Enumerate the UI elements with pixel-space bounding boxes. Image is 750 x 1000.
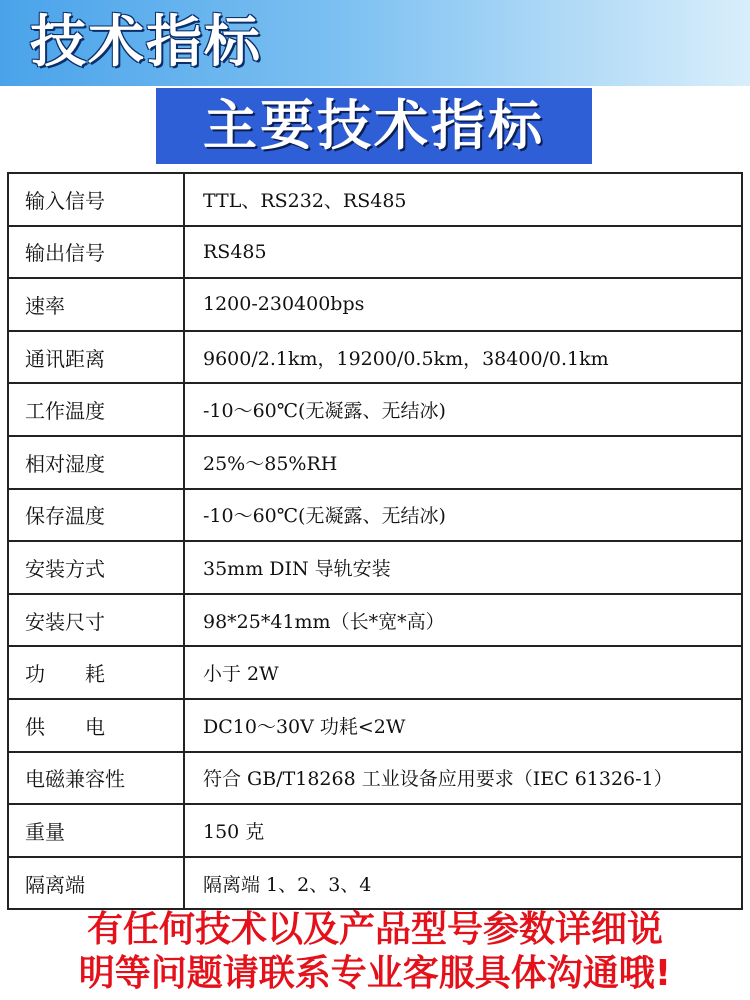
spec-label: 通讯距离 <box>8 331 184 384</box>
spec-label: 输出信号 <box>8 226 184 279</box>
table-row <box>8 541 742 594</box>
spec-value: 98*25*41mm（长*宽*高） <box>184 594 742 647</box>
table-row <box>8 489 742 542</box>
spec-label: 供 电 <box>8 699 184 752</box>
spec-value: 符合 GB/T18268 工业设备应用要求（IEC 61326-1） <box>184 752 742 805</box>
table-row <box>8 594 742 647</box>
table-row <box>8 278 742 331</box>
table-row <box>8 383 742 436</box>
spec-label: 电磁兼容性 <box>8 752 184 805</box>
section-title: 主要技术指标 <box>156 88 592 164</box>
spec-value: RS485 <box>184 226 742 279</box>
table-row <box>8 699 742 752</box>
contact-notice <box>0 908 750 996</box>
spec-label: 保存温度 <box>8 489 184 542</box>
table-row <box>8 331 742 384</box>
spec-label: 相对湿度 <box>8 436 184 489</box>
spec-value: -10～60℃(无凝露、无结冰) <box>184 383 742 436</box>
spec-label: 速率 <box>8 278 184 331</box>
spec-value: 9600/2.1km，19200/0.5km，38400/0.1km <box>184 331 742 384</box>
contact-notice-line-1: 有任何技术以及产品型号参数详细说 <box>86 909 663 950</box>
spec-value: 150 克 <box>184 804 742 857</box>
table-row <box>8 436 742 489</box>
spec-label: 重量 <box>8 804 184 857</box>
spec-value: -10～60℃(无凝露、无结冰) <box>184 489 742 542</box>
page-title: 技术指标 <box>30 10 262 75</box>
table-row <box>8 226 742 279</box>
spec-label: 隔离端 <box>8 857 184 910</box>
spec-value: TTL、RS232、RS485 <box>184 173 742 226</box>
spec-value: 1200-230400bps <box>184 278 742 331</box>
table-row <box>8 804 742 857</box>
spec-value: DC10～30V 功耗<2W <box>184 699 742 752</box>
spec-label: 安装尺寸 <box>8 594 184 647</box>
spec-value: 35mm DIN 导轨安装 <box>184 541 742 594</box>
table-row <box>8 857 742 910</box>
spec-label: 功 耗 <box>8 646 184 699</box>
table-row <box>8 646 742 699</box>
spec-table <box>7 172 743 910</box>
table-row <box>8 173 742 226</box>
spec-label: 安装方式 <box>8 541 184 594</box>
spec-label: 工作温度 <box>8 383 184 436</box>
spec-label: 输入信号 <box>8 173 184 226</box>
table-row <box>8 752 742 805</box>
spec-value: 隔离端 1、2、3、4 <box>184 857 742 910</box>
spec-value: 25%～85%RH <box>184 436 742 489</box>
contact-notice-line-2: 明等问题请联系专业客服具体沟通哦! <box>78 953 672 994</box>
spec-value: 小于 2W <box>184 646 742 699</box>
